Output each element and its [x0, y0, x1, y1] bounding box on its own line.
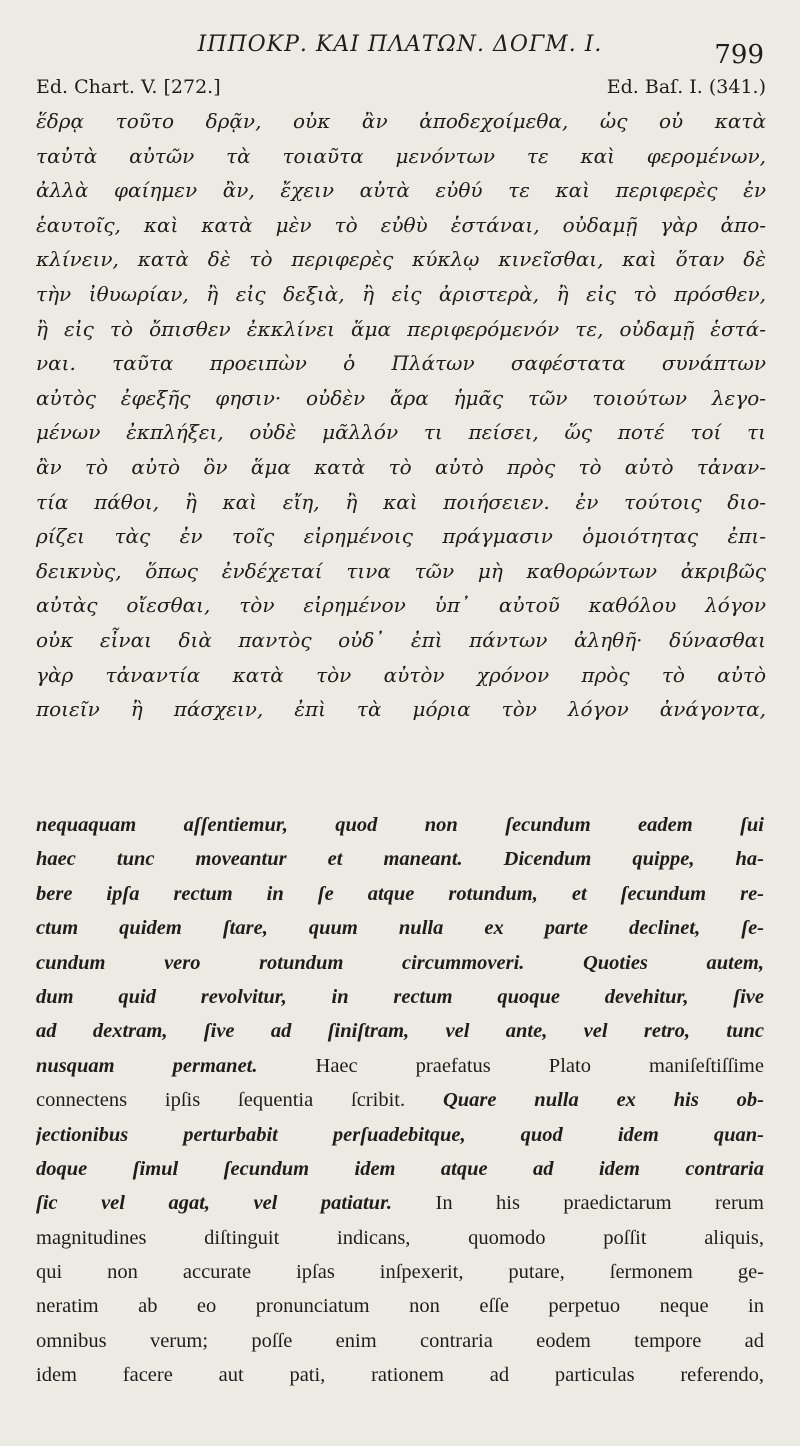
greek-text-line: ποιεῖν ἢ πάσχειν, ἐπὶ τὰ μόρια τὸν λόγον ἀνάγοντα,: [36, 697, 766, 722]
latin-text-line: [36, 911, 764, 945]
latin-italic-segment: nequaquam aſſentiemur, quod non ſecundum eadem ſui: [36, 814, 764, 836]
latin-text-line: [36, 1152, 764, 1186]
latin-italic-segment: haec tunc moveantur et maneant. Dicendum quippe, ha-: [36, 848, 764, 871]
edition-references: [36, 76, 766, 102]
greek-text-line: ναι. ταῦτα προειπὼν ὁ Πλάτων σαφέστατα συνάπτων: [36, 351, 766, 376]
greek-text-line: ἕδρᾳ τοῦτο δρᾷν, οὐκ ἂν ἀποδεχοίμεθα, ὡς οὐ κατὰ: [36, 109, 766, 133]
latin-roman-segment: qui non accurate ipſas inſpexerit, putare, ſermonem ge-: [36, 1261, 764, 1284]
latin-text-line: [36, 877, 764, 911]
greek-text-line: οὐκ εἶναι διὰ παντὸς οὐδ᾽ ἐπὶ πάντων ἀληθῆ· δύνασθαι: [36, 627, 766, 652]
latin-text-line: [36, 1014, 764, 1048]
greek-text-line: αὐτὰς οἴεσθαι, τὸν εἰρημένον ὑπ᾽ αὐτοῦ καθόλου λόγον: [36, 593, 766, 618]
latin-roman-segment: In his praedictarum rerum: [392, 1192, 764, 1215]
latin-italic-segment: Quare nulla ex his ob-: [405, 1089, 764, 1112]
greek-text-line: τία πάθοι, ἢ καὶ εἴη, ἢ καὶ ποιήσειεν. ἐν τούτοις διο-: [36, 489, 766, 514]
latin-text-line: [36, 1186, 764, 1220]
latin-roman-segment: omnibus verum; poſſe enim contraria eodem tempore ad: [36, 1329, 764, 1352]
greek-text-line: ἢ εἰς τὸ ὄπισθεν ἐκκλίνει ἅμα περιφερόμενόν τε, οὐδαμῇ ἑστά-: [36, 316, 766, 341]
running-title: ΙΠΠΟΚΡ. ΚΑΙ ΠΛΑΤΩΝ. ΔΟΓΜ. Ι.: [197, 32, 603, 57]
greek-text-line: κλίνειν, κατὰ δὲ τὸ περιφερὲς κύκλῳ κινεῖσθαι, καὶ ὅταν δὲ: [36, 247, 766, 272]
latin-text-line: [36, 1083, 764, 1117]
latin-italic-segment: cundum vero rotundum circummoveri. Quoties autem,: [36, 951, 764, 974]
greek-text-line: τὴν ἰθυωρίαν, ἢ εἰς δεξιὰ, ἢ εἰς ἀριστερὰ, ἢ εἰς τὸ πρόσθεν,: [36, 281, 766, 306]
latin-italic-segment: dum quid revolvitur, in rectum quoque devehitur, ſive: [36, 985, 764, 1008]
greek-text-line: μένων ἐκπλήξει, οὐδὲ μᾶλλόν τι πείσει, ὥς ποτέ τοί τι: [36, 420, 766, 445]
latin-text-line: [36, 1324, 764, 1358]
latin-text-line: [36, 1221, 764, 1255]
latin-text-line: [36, 980, 764, 1014]
latin-roman-segment: idem facere aut pati, rationem ad particulas referendo,: [36, 1364, 764, 1387]
latin-roman-segment: connectens ipſis ſequentia ſcribit.: [36, 1089, 406, 1112]
greek-text-line: ἀλλὰ φαίημεν ἂν, ἔχειν αὐτὰ εὐθύ τε καὶ περιφερὲς ἐν: [36, 178, 766, 203]
latin-italic-segment: jectionibus perturbabit perſuadebitque, quod idem quan-: [36, 1123, 764, 1146]
latin-italic-segment: ſic vel agat, vel patiatur.: [36, 1192, 393, 1215]
latin-text-line: [36, 946, 764, 980]
greek-text-line: δεικνὺς, ὅπως ἐνδέχεταί τινα τῶν μὴ καθορώντων ἀκριβῶς: [36, 558, 766, 583]
latin-italic-segment: ctum quidem ſtare, quum nulla ex parte declinet, ſe-: [36, 917, 764, 940]
latin-text-line: [36, 808, 764, 842]
edition-chart-ref: Ed. Chart. V. [272.]: [36, 76, 221, 98]
page-header: [0, 24, 800, 80]
latin-text-line: [36, 1289, 764, 1323]
latin-text-line: [36, 842, 764, 876]
latin-text-block: [36, 808, 764, 1393]
latin-text-line: [36, 1118, 764, 1152]
latin-roman-segment: magnitudines diſtinguit indicans, quomodo poſſit aliquis,: [36, 1226, 764, 1249]
latin-text-line: [36, 1358, 764, 1392]
latin-italic-segment: doque ſimul ſecundum idem atque ad idem contraria: [36, 1157, 764, 1180]
latin-text-line: [36, 1255, 764, 1289]
latin-italic-segment: bere ipſa rectum in ſe atque rotundum, et ſecundum re-: [36, 882, 764, 905]
greek-text-line: ταὐτὰ αὐτῶν τὰ τοιαῦτα μενόντων τε καὶ φερομένων,: [36, 143, 766, 168]
latin-italic-segment: nusquam permanet.: [36, 1054, 258, 1077]
greek-text-block: [36, 104, 766, 727]
latin-italic-segment: ad dextram, ſive ad ſiniſtram, vel ante, vel retro, tunc: [36, 1020, 764, 1043]
latin-text-line: [36, 1049, 764, 1083]
latin-roman-segment: neratim ab eo pronunciatum non eſſe perpetuo neque in: [36, 1295, 764, 1318]
edition-basel-ref: Ed. Baſ. I. (341.): [606, 76, 766, 98]
greek-text-line: ἂν τὸ αὐτὸ ὂν ἅμα κατὰ τὸ αὐτὸ πρὸς τὸ αὐτὸ τἀναν-: [36, 454, 766, 479]
greek-text-line: αὐτὸς ἐφεξῆς φησιν· οὐδὲν ἄρα ἡμᾶς τῶν τοιούτων λεγο-: [36, 385, 766, 410]
latin-roman-segment: Haec praefatus Plato maniſeſtiſſime: [257, 1054, 764, 1077]
greek-text-line: ρίζει τὰς ἐν τοῖς εἰρημένοις πράγμασιν ὁμοιότητας ἐπι-: [36, 524, 766, 549]
page-number: 799: [714, 40, 764, 70]
greek-text-line: γὰρ τἀναντία κατὰ τὸν αὐτὸν χρόνον πρὸς τὸ αὐτὸ: [36, 662, 766, 687]
greek-text-line: ἑαυτοῖς, καὶ κατὰ μὲν τὸ εὐθὺ ἑστάναι, οὐδαμῇ γὰρ ἀπο-: [36, 212, 766, 237]
